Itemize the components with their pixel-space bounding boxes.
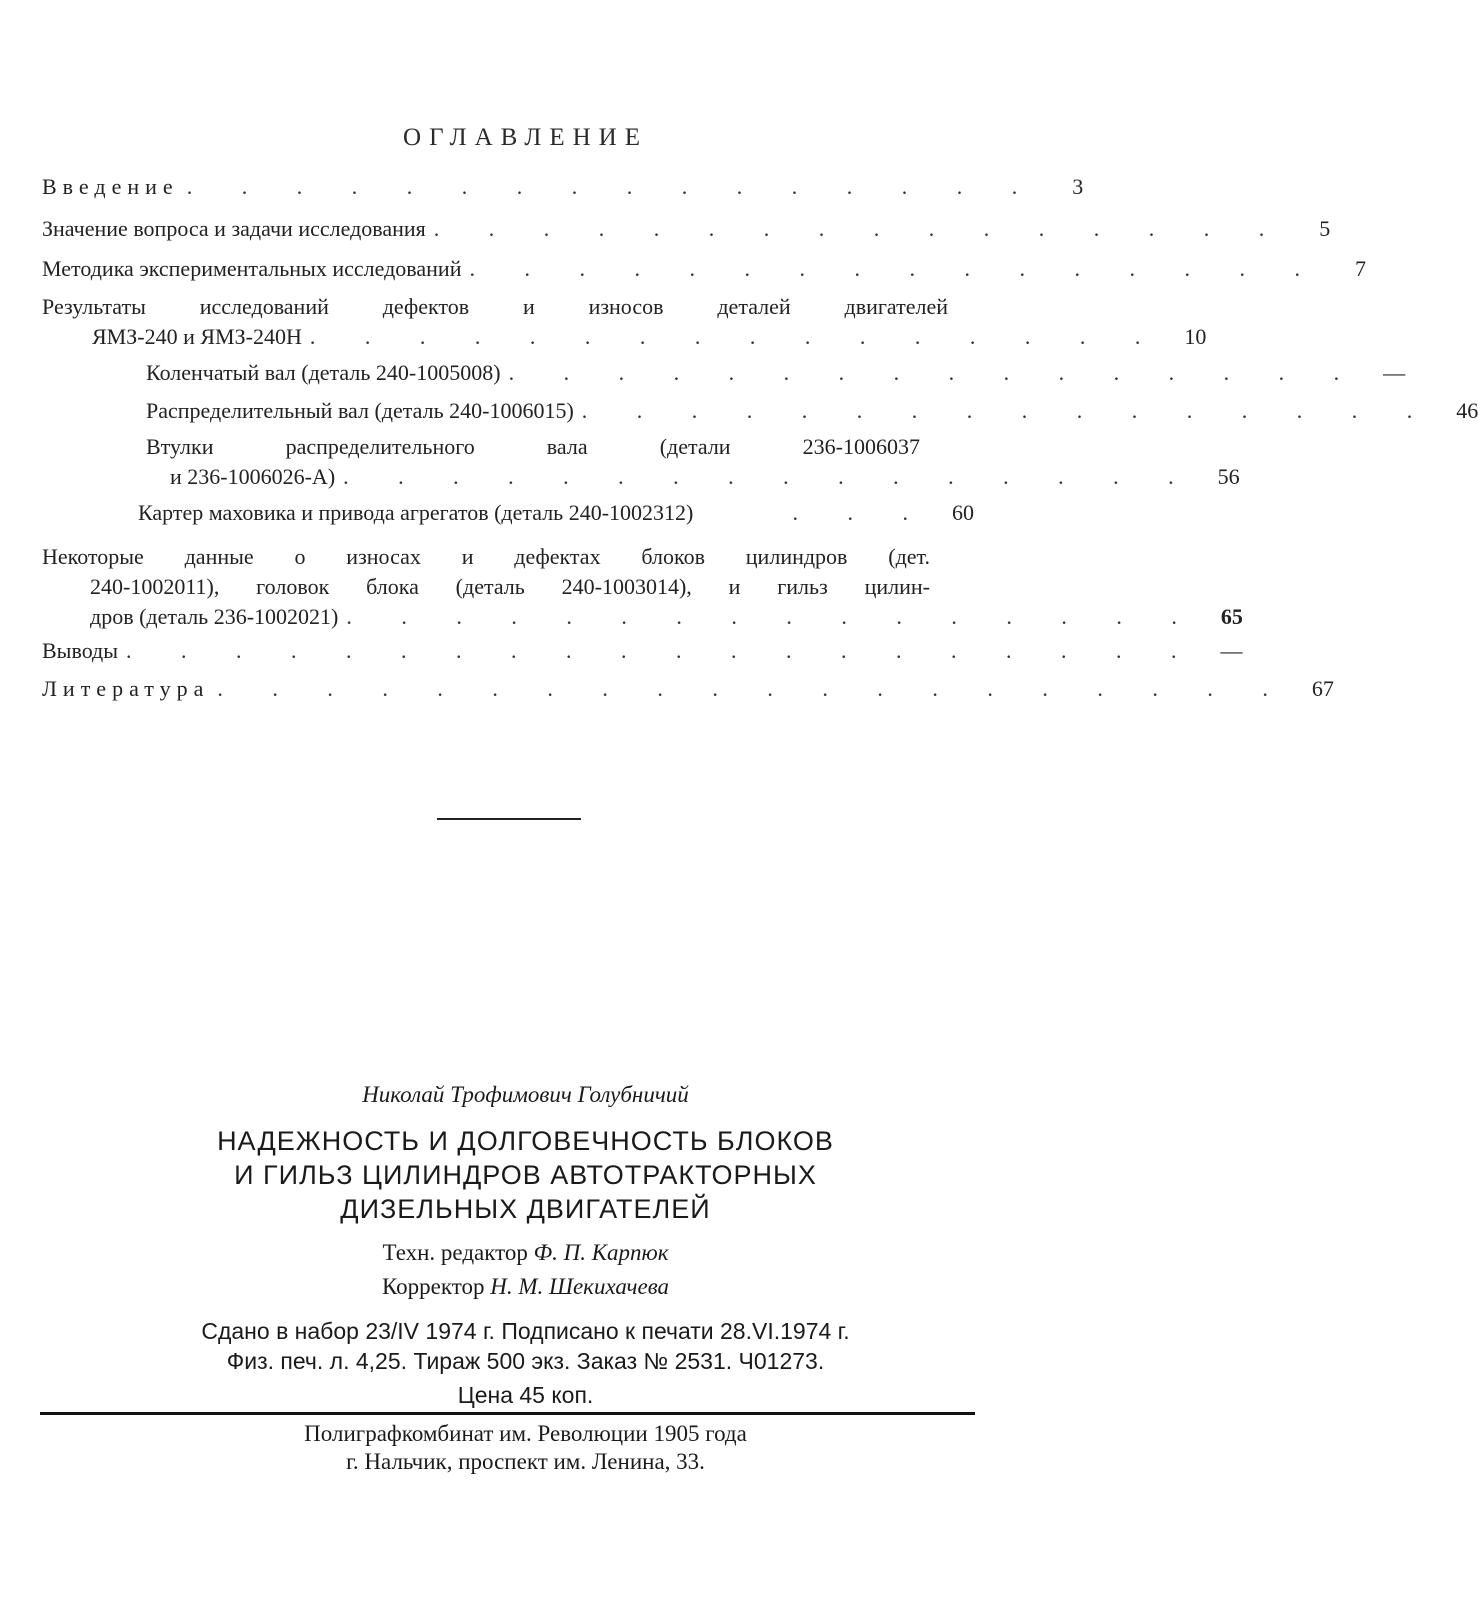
price: Цена 45 коп.: [457, 1382, 594, 1408]
toc-entry-page: 7: [1354, 256, 1366, 281]
publication-info: [0, 1316, 1051, 1410]
toc-entry-page: 5: [1319, 216, 1331, 241]
book-title-line: И ГИЛЬЗ ЦИЛИНДРОВ АВТОТРАКТОРНЫХ: [234, 1160, 817, 1190]
toc-entry: Некоторые данные о износах и дефектах блоков цилиндров (дет. 240-1002011), головок блока (деталь 240-1003014), и гильз цилин- дров (деталь 236-1002021) . . . . . . . . . . . . . . . . 65: [42, 542, 974, 632]
printer-address: г. Нальчик, проспект им. Ленина, 33.: [346, 1449, 705, 1474]
toc-entry: Введение . . . . . . . . . . . . . . . . 3: [42, 172, 974, 202]
toc-entry-title: Распределительный вал (деталь 240-1006015): [146, 398, 574, 423]
toc-entry: Значение вопроса и задачи исследования . . . . . . . . . . . . . . . . 5: [42, 214, 974, 244]
toc-entry-title: Значение вопроса и задачи исследования: [42, 216, 426, 241]
toc-entry-page: 3: [1072, 174, 1084, 199]
toc-entry-title-line: ЯМЗ-240 и ЯМЗ-240Н: [92, 324, 302, 349]
toc-entry-page: 10: [1184, 324, 1207, 349]
toc-entry-page: 67: [1311, 676, 1334, 701]
printer-info: [0, 1420, 1051, 1476]
toc-entry-title: Картер маховика и привода агрегатов (деталь 240-1002312): [138, 500, 694, 525]
toc-title: ОГЛАВЛЕНИЕ: [403, 124, 648, 151]
corrector-name: Н. М. Шекихачева: [490, 1274, 670, 1299]
toc-entry-page: 60: [952, 500, 974, 525]
toc-entry-title-line: и 236-1006026-А): [170, 464, 336, 489]
footer-rule: [40, 1412, 975, 1415]
tech-editor-label: Техн. редактор: [382, 1240, 528, 1265]
toc-entry: Выводы . . . . . . . . . . . . . . . . . . . . —: [42, 636, 974, 666]
publication-dates: Сдано в набор 23/IV 1974 г. Подписано к печати 28.VI.1974 г.: [201, 1318, 850, 1344]
toc-entry-page: —: [1220, 638, 1243, 663]
toc-entry: Коленчатый вал (деталь 240-1005008) . . . . . . . . . . . . . . . . —: [146, 358, 974, 388]
toc-entry-page: 56: [1217, 464, 1240, 489]
toc-entry-title: Методика экспериментальных исследований: [42, 256, 462, 281]
author-name: Николай Трофимович Голубничий: [362, 1082, 689, 1107]
toc-entry-title-line: Результаты исследований дефектов и износов деталей двигателей: [42, 294, 948, 319]
book-title: [0, 1124, 1051, 1226]
toc-entry-page: 46: [1456, 398, 1478, 423]
corrector-label: Корректор: [381, 1274, 485, 1299]
toc-entry: Литература . . . . . . . . . . . . . . . . . . . . 67: [42, 674, 974, 704]
corrector: [0, 1270, 1051, 1304]
toc-entry: Результаты исследований дефектов и износов деталей двигателей ЯМЗ-240 и ЯМЗ-240Н . . . . . . . . . . . . . . . . 10: [42, 292, 974, 352]
toc-entry: Распределительный вал (деталь 240-1006015) . . . . . . . . . . . . . . . . 46: [146, 396, 974, 426]
toc-entry-page: —: [1383, 360, 1406, 385]
toc-entry: Втулки распределительного вала (детали 236-1006037 и 236-1006026-А) . . . . . . . . . . . . . . . . 56: [146, 432, 974, 492]
toc-entry-title: Введение: [42, 174, 179, 199]
toc-entry-title: Литература: [42, 676, 210, 701]
printer-name: Полиграфкомбинат им. Революции 1905 года: [304, 1421, 747, 1446]
toc-entry: Картер маховика и привода агрегатов (деталь 240-1002312) . . . 60: [138, 498, 974, 528]
editors: [0, 1236, 1051, 1304]
toc-entry-title-line: дров (деталь 236-1002021): [90, 604, 339, 629]
toc-entry-title-line: 240-1002011), головок блока (деталь 240-1003014), и гильз цилин-: [90, 574, 930, 599]
toc-entry: Методика экспериментальных исследований . . . . . . . . . . . . . . . . 7: [42, 254, 974, 284]
tech-editor: [0, 1236, 1051, 1270]
book-title-line: ДИЗЕЛЬНЫХ ДВИГАТЕЛЕЙ: [340, 1194, 711, 1224]
section-divider: [437, 818, 581, 820]
tech-editor-name: Ф. П. Карпюк: [533, 1240, 669, 1265]
toc-entry-title: Выводы: [42, 638, 119, 663]
toc-entry-title: Коленчатый вал (деталь 240-1005008): [146, 360, 501, 385]
publication-specs: Физ. печ. л. 4,25. Тираж 500 экз. Заказ № 2531. Ч01273.: [226, 1348, 825, 1374]
toc-entry-title-line: Некоторые данные о износах и дефектах блоков цилиндров (дет.: [42, 544, 930, 569]
toc-entry-title-line: Втулки распределительного вала (детали 236-1006037: [146, 434, 920, 459]
toc-entry-page: 65: [1220, 604, 1243, 629]
book-title-line: НАДЕЖНОСТЬ И ДОЛГОВЕЧНОСТЬ БЛОКОВ: [217, 1126, 834, 1156]
